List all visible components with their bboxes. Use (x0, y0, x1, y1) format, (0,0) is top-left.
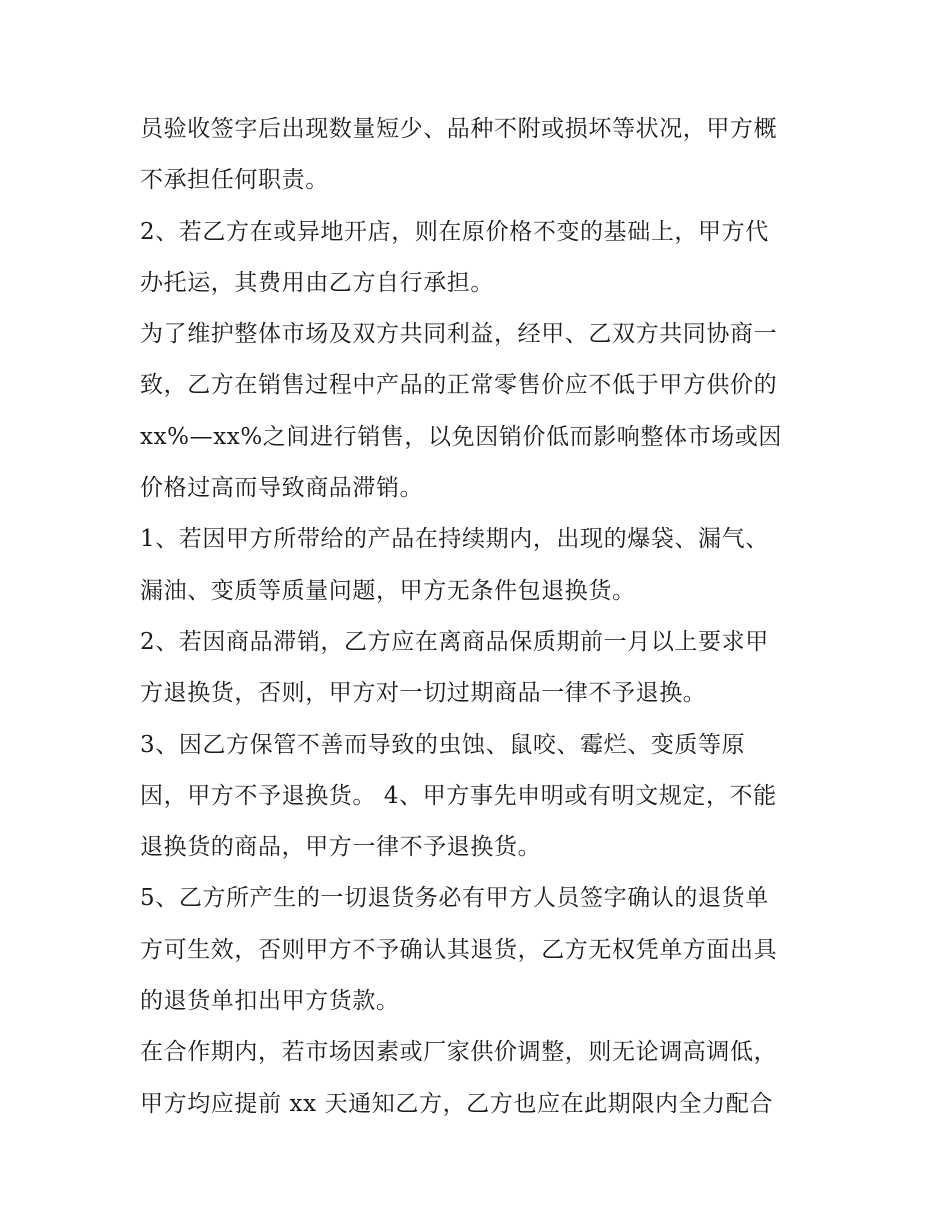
text-line: 致，乙方在销售过程中产品的正常零售价应不低于甲方供价的 (140, 372, 778, 399)
text-line: 退换货的商品，甲方一律不予退换货。 (140, 834, 542, 861)
text-line: 方退换货，否则，甲方对一切过期商品一律不予退换。 (140, 680, 707, 707)
text-line: 为了维护整体市场及双方共同利益，经甲、乙双方共同协商一 (140, 321, 778, 348)
text-line: 2、若因商品滞销，乙方应在离商品保质期前一月以上要求甲 (140, 628, 769, 655)
text-line: 5、乙方所产生的一切退货务必有甲方人员签字确认的退货单 (140, 885, 769, 912)
text-line: 不承担任何职责。 (140, 167, 329, 194)
text-line: 因，甲方不予退换货。 4、甲方事先申明或有明文规定，不能 (140, 782, 777, 809)
text-line: 的退货单扣出甲方货款。 (140, 988, 400, 1015)
text-line: 方可生效，否则甲方不予确认其退货，乙方无权凭单方面出具 (140, 936, 778, 963)
text-line: 员验收签字后出现数量短少、品种不附或损坏等状况，甲方概 (140, 116, 778, 142)
document-body (140, 104, 820, 1130)
text-line: 2、若乙方在或异地开店，则在原价格不变的基础上，甲方代 (140, 218, 769, 245)
text-line: xx%—xx%之间进行销售，以免因销价低而影响整体市场或因 (140, 423, 782, 450)
text-line: 价格过高而导致商品滞销。 (140, 475, 424, 502)
text-line: 3、因乙方保管不善而导致的虫蚀、鼠咬、霉烂、变质等原 (140, 731, 746, 758)
text-line: 在合作期内，若市场因素或厂家供价调整，则无论调高调低， (140, 1039, 778, 1066)
text-line: 甲方均应提前 xx 天通知乙方，乙方也应在此期限内全力配合 (140, 1090, 773, 1117)
text-line: 漏油、变质等质量问题，甲方无条件包退换货。 (140, 577, 636, 604)
text-line: 1、若因甲方所带给的产品在持续期内，出现的爆袋、漏气、 (140, 526, 769, 553)
text-line: 办托运，其费用由乙方自行承担。 (140, 269, 494, 296)
